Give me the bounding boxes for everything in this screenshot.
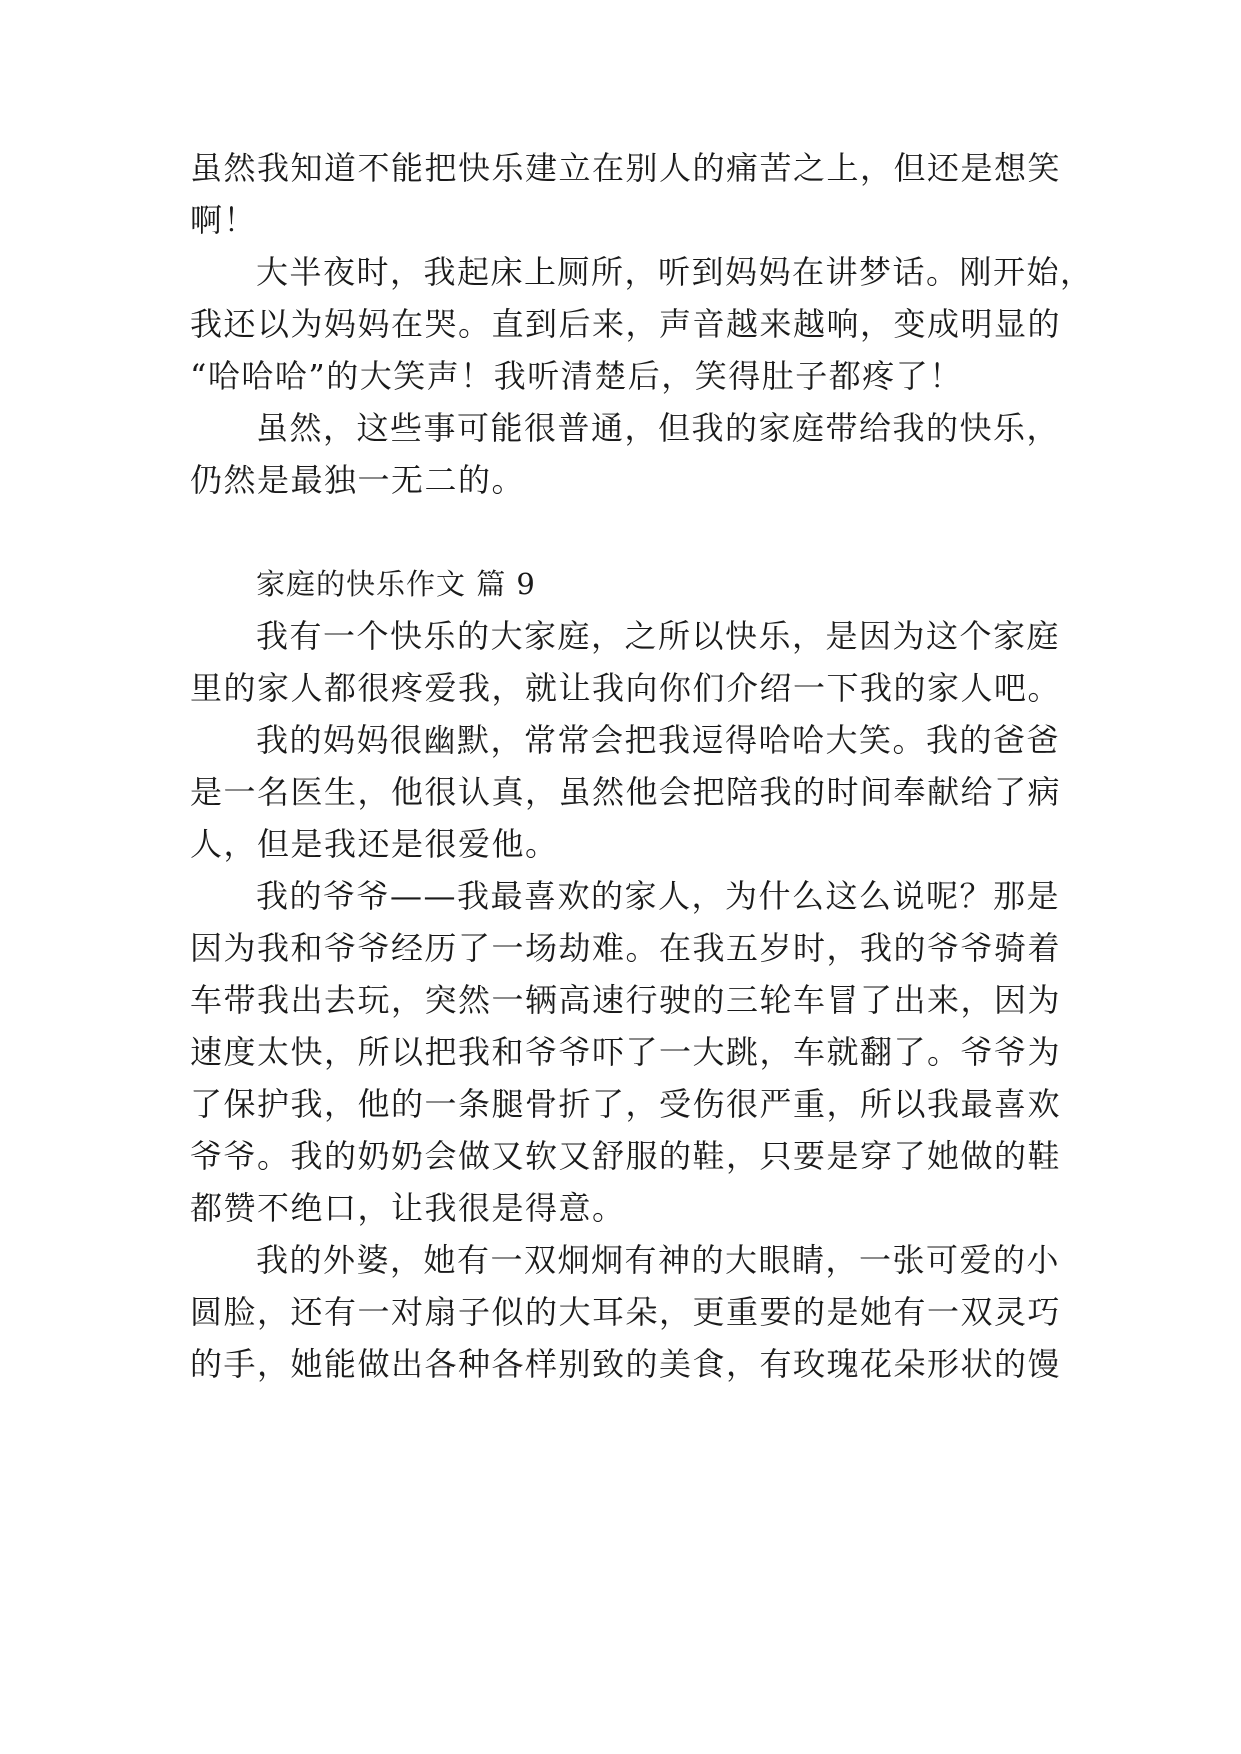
text-line: 因为我和爷爷经历了一场劫难。在我五岁时，我的爷爷骑着 (190, 929, 1062, 967)
text-line: 我有一个快乐的大家庭，之所以快乐，是因为这个家庭 (256, 617, 1061, 655)
text-line: 虽然我知道不能把快乐建立在别人的痛苦之上，但还是想笑 (190, 149, 1062, 187)
text-line: 我的外婆，她有一双炯炯有神的大眼睛，一张可爱的小 (256, 1241, 1061, 1279)
text-line: 我的爷爷——我最喜欢的家人，为什么这么说呢？那是 (256, 877, 1061, 915)
section-heading: 家庭的快乐作文 篇 9 (256, 567, 536, 601)
text-line: 的手，她能做出各种各样别致的美食，有玫瑰花朵形状的馒 (190, 1345, 1062, 1383)
text-line: 里的家人都很疼爱我，就让我向你们介绍一下我的家人吧。 (190, 669, 1062, 707)
text-line: 啊！ (190, 201, 258, 239)
text-line: 仍然是最独一无二的。 (190, 461, 526, 499)
text-line: 了保护我，他的一条腿骨折了，受伤很严重，所以我最喜欢 (190, 1085, 1062, 1123)
text-line: 我还以为妈妈在哭。直到后来，声音越来越响，变成明显的 (190, 305, 1062, 343)
text-line: 圆脸，还有一对扇子似的大耳朵，更重要的是她有一双灵巧 (190, 1293, 1062, 1331)
text-line: 速度太快，所以把我和爷爷吓了一大跳，车就翻了。爷爷为 (190, 1033, 1062, 1071)
text-line: 人，但是我还是很爱他。 (190, 825, 559, 863)
text-line: 车带我出去玩，突然一辆高速行驶的三轮车冒了出来，因为 (190, 981, 1062, 1019)
text-line: 爷爷。我的奶奶会做又软又舒服的鞋，只要是穿了她做的鞋 (190, 1137, 1062, 1175)
text-line: 都赞不绝口，让我很是得意。 (190, 1189, 626, 1227)
text-line: 我的妈妈很幽默，常常会把我逗得哈哈大笑。我的爸爸 (256, 721, 1061, 759)
text-line: “哈哈哈”的大笑声！我听清楚后，笑得肚子都疼了！ (190, 357, 963, 395)
text-line: 虽然，这些事可能很普通，但我的家庭带给我的快乐， (256, 409, 1061, 447)
text-line: 是一名医生，他很认真，虽然他会把陪我的时间奉献给了病 (190, 773, 1062, 811)
text-line: 大半夜时，我起床上厕所，听到妈妈在讲梦话。刚开始， (256, 253, 1094, 291)
